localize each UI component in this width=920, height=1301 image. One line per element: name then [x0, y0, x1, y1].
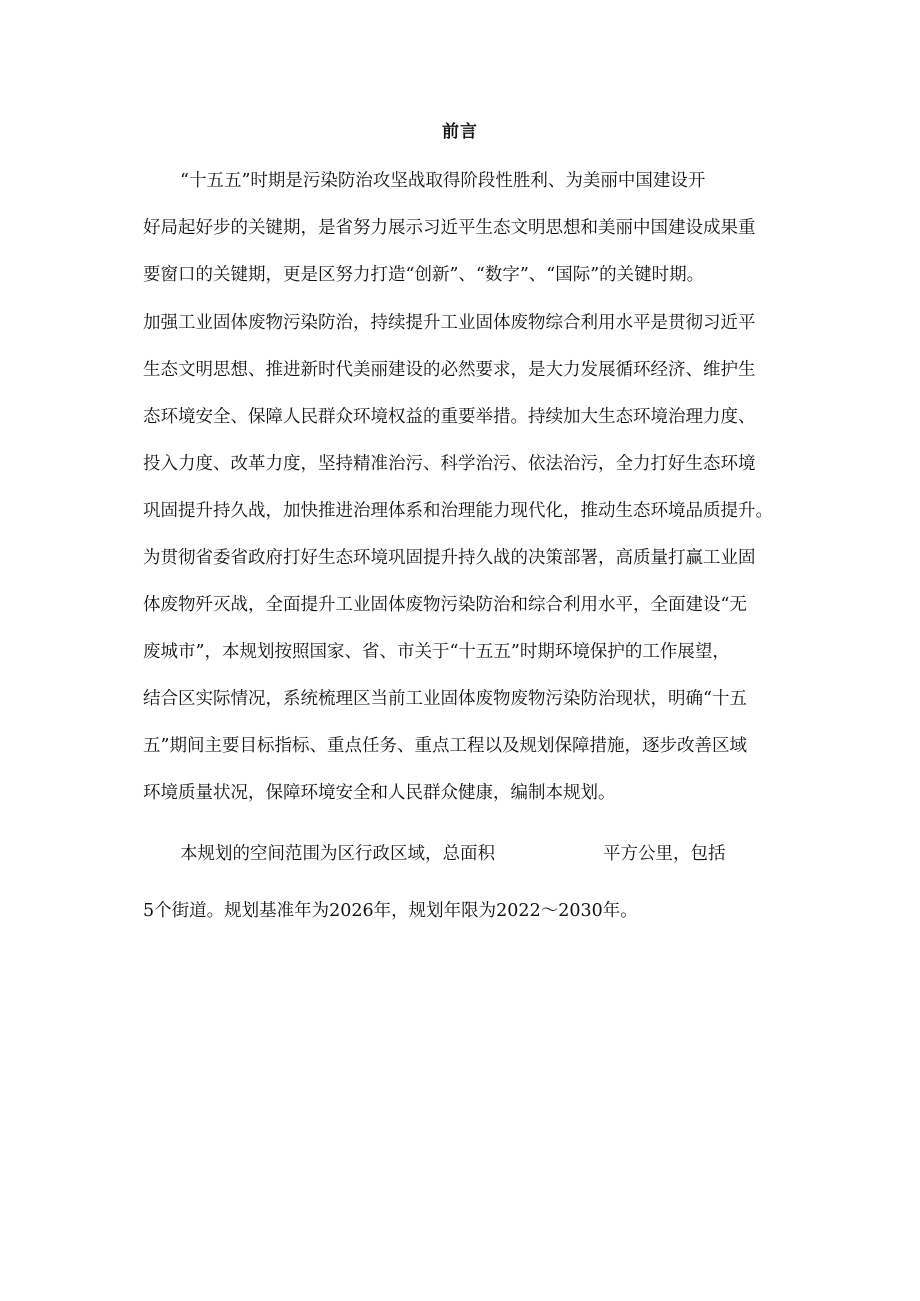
paragraph-line: 五”期间主要目标指标、重点任务、重点工程以及规划保障措施，逐步改善区域	[143, 736, 747, 756]
scope-text-part1: 本规划的空间范围为区行政区域，总面积	[180, 844, 495, 864]
paragraph-line: 环境质量状况，保障环境安全和人民群众健康，编制本规划。	[143, 783, 616, 803]
paragraph-line: 要窗口的关键期，更是区努力打造“创新”、“数字”、“国际”的关键时期。	[143, 265, 705, 285]
scope-text-part2: 平方公里，包括	[603, 844, 726, 864]
paragraph-line: 投入力度、改革力度，坚持精准治污、科学治污、依法治污，全力打好生态环境	[143, 454, 756, 474]
paragraph-line: 废城市”，本规划按照国家、省、市关于“十五五”时期环境保护的工作展望，	[143, 642, 730, 662]
paragraph-line: 好局起好步的关键期，是省努力展示习近平生态文明思想和美丽中国建设成果重	[143, 218, 756, 238]
paragraph-line: 态环境安全、保障人民群众环境权益的重要举措。持续加大生态环境治理力度、	[143, 407, 756, 427]
scope-paragraph-line: 5个街道。规划基准年为2026年，规划年限为2022～2030年。	[143, 901, 638, 921]
paragraph-line: “十五五”时期是污染防治攻坚战取得阶段性胜利、为美丽中国建设开	[180, 171, 706, 191]
page-title: 前言	[442, 122, 478, 142]
paragraph-line: 巩固提升持久战，加快推进治理体系和治理能力现代化，推动生态环境品质提升。	[143, 501, 773, 521]
paragraph-line: 生态文明思想、推进新时代美丽建设的必然要求，是大力发展循环经济、维护生	[143, 360, 756, 380]
paragraph-line: 结合区实际情况，系统梳理区当前工业固体废物废物污染防治现状，明确“十五	[143, 689, 747, 709]
paragraph-line: 为贯彻省委省政府打好生态环境巩固提升持久战的决策部署，高质量打赢工业固	[143, 548, 756, 568]
scope-paragraph-line	[180, 839, 726, 869]
paragraph-line: 加强工业固体废物污染防治，持续提升工业固体废物综合利用水平是贯彻习近平	[143, 313, 756, 333]
paragraph-line: 体废物歼灭战，全面提升工业固体废物污染防治和综合利用水平，全面建设“无	[143, 595, 747, 615]
